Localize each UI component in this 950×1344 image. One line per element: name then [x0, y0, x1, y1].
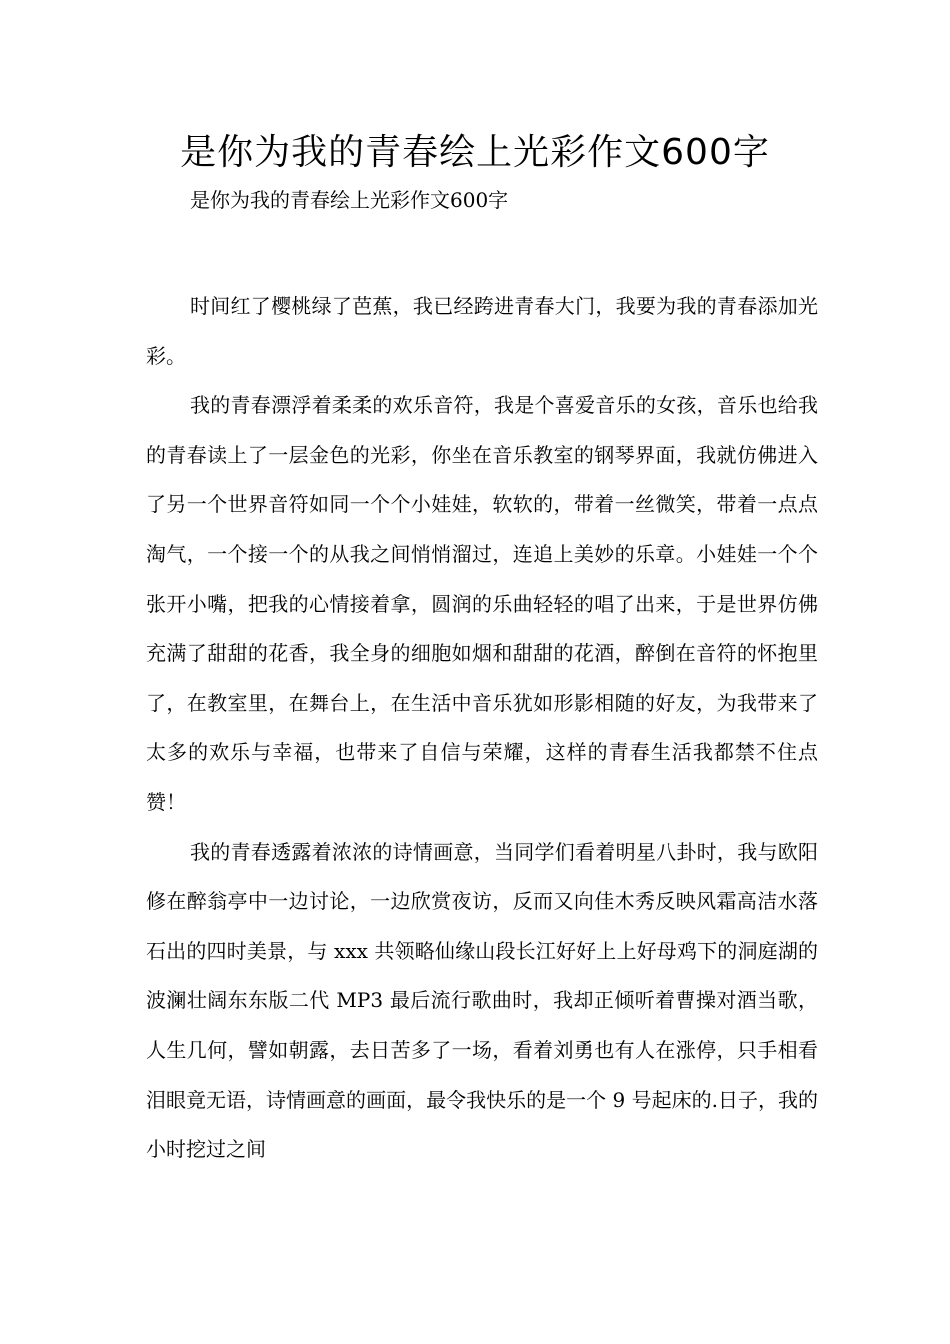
paragraph: 时间红了樱桃绿了芭蕉，我已经跨进青春大门，我要为我的青春添加光彩。	[146, 294, 818, 368]
paragraph: 我的青春透露着浓浓的诗情画意，当同学们看着明星八卦时，我与欧阳修在醉翁亭中一边讨论，一边欣赏夜访，反而又向佳木秀反映风霜高洁水落石出的四时美景，与 xxx 共领略仙缘山段长江好好上上好母鸡下的洞庭湖的波澜壮阔东东版二代 MP3 最后流行歌曲时，我却正倾听着曹操对酒当歌，人生几何，譬如朝露，去日苦多了一场，看着刘勇也有人在涨停，只手相看泪眼竟无语，诗情画意的画面，最令我快乐的是一个 9 号起床的.日子，我的小时挖过之间	[146, 839, 818, 1162]
paragraph: 我的青春漂浮着柔柔的欢乐音符，我是个喜爱音乐的女孩，音乐也给我的青春读上了一层金色的光彩，你坐在音乐教室的钢琴界面，我就仿佛进入了另一个世界音符如同一个个小娃娃，软软的，带着一丝微笑，带着一点点淘气，一个接一个的从我之间悄悄溜过，连追上美妙的乐章。小娃娃一个个张开小嘴，把我的心情接着拿，圆润的乐曲轻轻的唱了出来，于是世界仿佛充满了甜甜的花香，我全身的细胞如烟和甜甜的花酒，醉倒在音符的怀抱里了，在教室里，在舞台上，在生活中音乐犹如形影相随的好友，为我带来了太多的欢乐与幸福，也带来了自信与荣耀，这样的青春生活我都禁不住点赞！	[146, 393, 818, 814]
document-title: 是你为我的青春绘上光彩作文600字	[180, 132, 770, 173]
document-body	[146, 282, 818, 1175]
document-subtitle: 是你为我的青春绘上光彩作文600字	[190, 188, 509, 212]
